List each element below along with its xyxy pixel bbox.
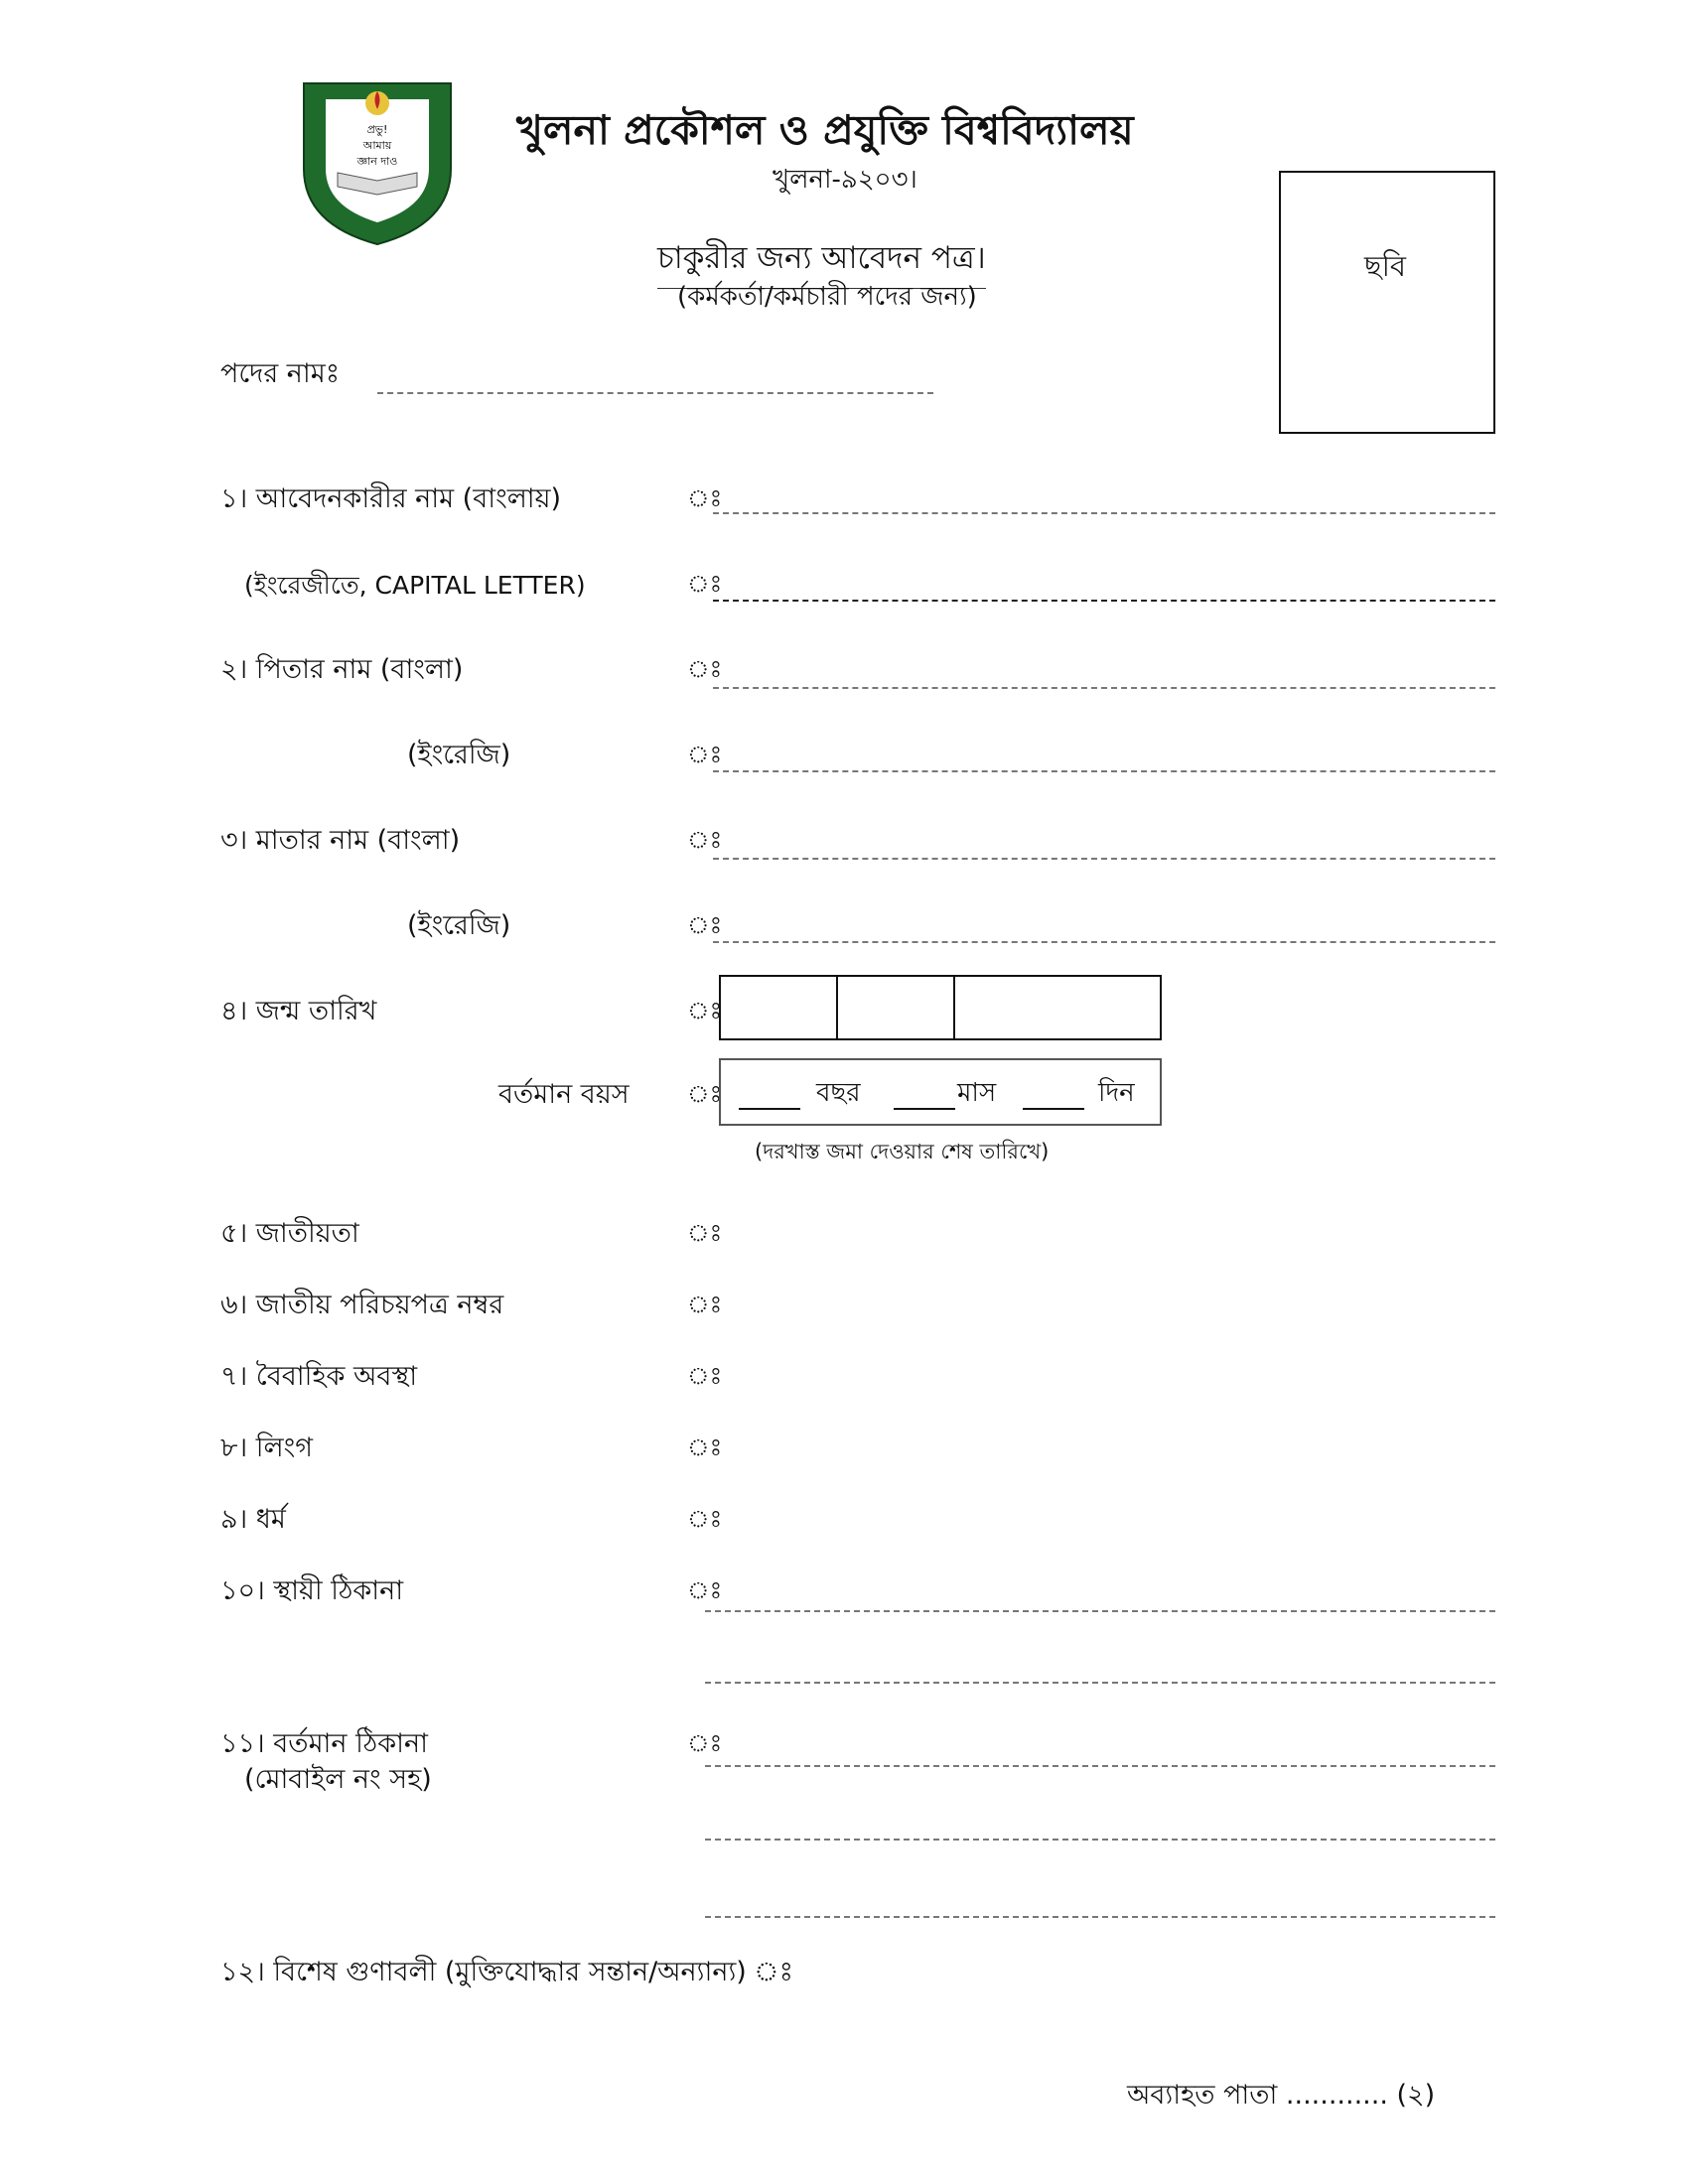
- dob-label: ৪। জন্ম তারিখ: [220, 996, 377, 1026]
- years-label: বছর: [816, 1078, 861, 1108]
- applicant-name-bn-label: ১। আবেদনকারীর নাম (বাংলায়): [220, 483, 562, 514]
- colon: ঃ: [687, 826, 723, 854]
- colon: ঃ: [687, 1505, 723, 1533]
- applicant-name-bn-field[interactable]: [713, 512, 1495, 514]
- present-address-field-2[interactable]: [705, 1839, 1495, 1841]
- current-age-box: [719, 1058, 1162, 1126]
- permanent-address-label: ১০। স্থায়ী ঠিকানা: [220, 1575, 404, 1606]
- mother-name-en-field[interactable]: [713, 941, 1495, 943]
- marital-status-label: ৭। বৈবাহিক অবস্থা: [220, 1361, 418, 1392]
- applicant-name-en-label: (ইংরেজীতে, CAPITAL LETTER): [244, 571, 586, 600]
- days-label: দিন: [1098, 1078, 1135, 1108]
- permanent-address-field-1[interactable]: [705, 1610, 1495, 1612]
- months-label: মাস: [957, 1078, 997, 1108]
- present-address-field-3[interactable]: [705, 1916, 1495, 1918]
- present-address-field-1[interactable]: [705, 1765, 1495, 1767]
- mother-name-bn-label: ৩। মাতার নাম (বাংলা): [220, 825, 461, 856]
- dob-day-box[interactable]: [721, 977, 838, 1038]
- photo-box[interactable]: [1279, 171, 1495, 434]
- father-name-bn-label: ২। পিতার নাম (বাংলা): [220, 654, 464, 685]
- university-address: খুলনা-৯২০৩।: [773, 165, 917, 195]
- nationality-label: ৫। জাতীয়তা: [220, 1218, 359, 1249]
- photo-label: ছবি: [1364, 249, 1407, 283]
- father-name-bn-field[interactable]: [713, 687, 1495, 689]
- colon: ঃ: [687, 570, 723, 598]
- mother-name-bn-field[interactable]: [713, 858, 1495, 860]
- colon: ঃ: [687, 1291, 723, 1318]
- age-months-field[interactable]: [894, 1108, 955, 1110]
- present-address-sub-label: (মোবাইল নং সহ): [244, 1764, 432, 1795]
- colon: ঃ: [687, 1433, 723, 1461]
- logo-motto-1: প্রভু!: [366, 123, 388, 136]
- age-days-field[interactable]: [1023, 1108, 1084, 1110]
- colon: ঃ: [687, 911, 723, 939]
- university-logo: [298, 77, 457, 248]
- mother-name-en-label: (ইংরেজি): [407, 910, 511, 941]
- nid-label: ৬। জাতীয় পরিচয়পত্র নম্বর: [220, 1290, 504, 1320]
- form-subtitle: (কর্মকর্তা/কর্মচারী পদের জন্য): [677, 282, 977, 312]
- dob-year-box[interactable]: [955, 977, 1160, 1038]
- father-name-en-label: (ইংরেজি): [407, 740, 511, 770]
- gender-label: ৮। লিংগ: [220, 1433, 313, 1463]
- age-note: (দরখাস্ত জমা দেওয়ার শেষ তারিখে): [755, 1140, 1050, 1163]
- colon: ঃ: [687, 1219, 723, 1247]
- colon: ঃ: [687, 997, 723, 1024]
- colon: ঃ: [687, 484, 723, 512]
- university-name: খুলনা প্রকৌশল ও প্রযুক্তি বিশ্ববিদ্যালয়: [516, 106, 1134, 154]
- special-qualities-label: ১২। বিশেষ গুণাবলী (মুক্তিযোদ্ধার সন্তান/অন্যান্য) ঃ: [220, 1957, 793, 1987]
- religion-label: ৯। ধর্ম: [220, 1504, 286, 1535]
- father-name-en-field[interactable]: [713, 770, 1495, 772]
- present-address-label: ১১। বর্তমান ঠিকানা: [220, 1728, 428, 1759]
- dob-boxes: [719, 975, 1162, 1040]
- colon: ঃ: [687, 1729, 723, 1757]
- colon: ঃ: [687, 1362, 723, 1390]
- age-years-field[interactable]: [739, 1108, 800, 1110]
- current-age-label: বর্তমান বয়স: [498, 1079, 630, 1110]
- permanent-address-field-2[interactable]: [705, 1682, 1495, 1684]
- colon: ঃ: [687, 1080, 723, 1108]
- colon: ঃ: [687, 655, 723, 683]
- post-name-label: পদের নামঃ: [220, 358, 341, 389]
- post-name-field[interactable]: [377, 392, 933, 394]
- form-title: চাকুরীর জন্য আবেদন পত্র।: [657, 234, 986, 289]
- dob-month-box[interactable]: [838, 977, 955, 1038]
- colon: ঃ: [687, 1576, 723, 1604]
- colon: ঃ: [687, 741, 723, 768]
- logo-motto-2: আমায়: [362, 139, 392, 152]
- continued-page-note: অব্যাহত পাতা ............ (২): [1127, 2080, 1436, 2111]
- logo-motto-3: জ্ঞান দাও: [356, 155, 398, 168]
- applicant-name-en-field[interactable]: [713, 600, 1495, 602]
